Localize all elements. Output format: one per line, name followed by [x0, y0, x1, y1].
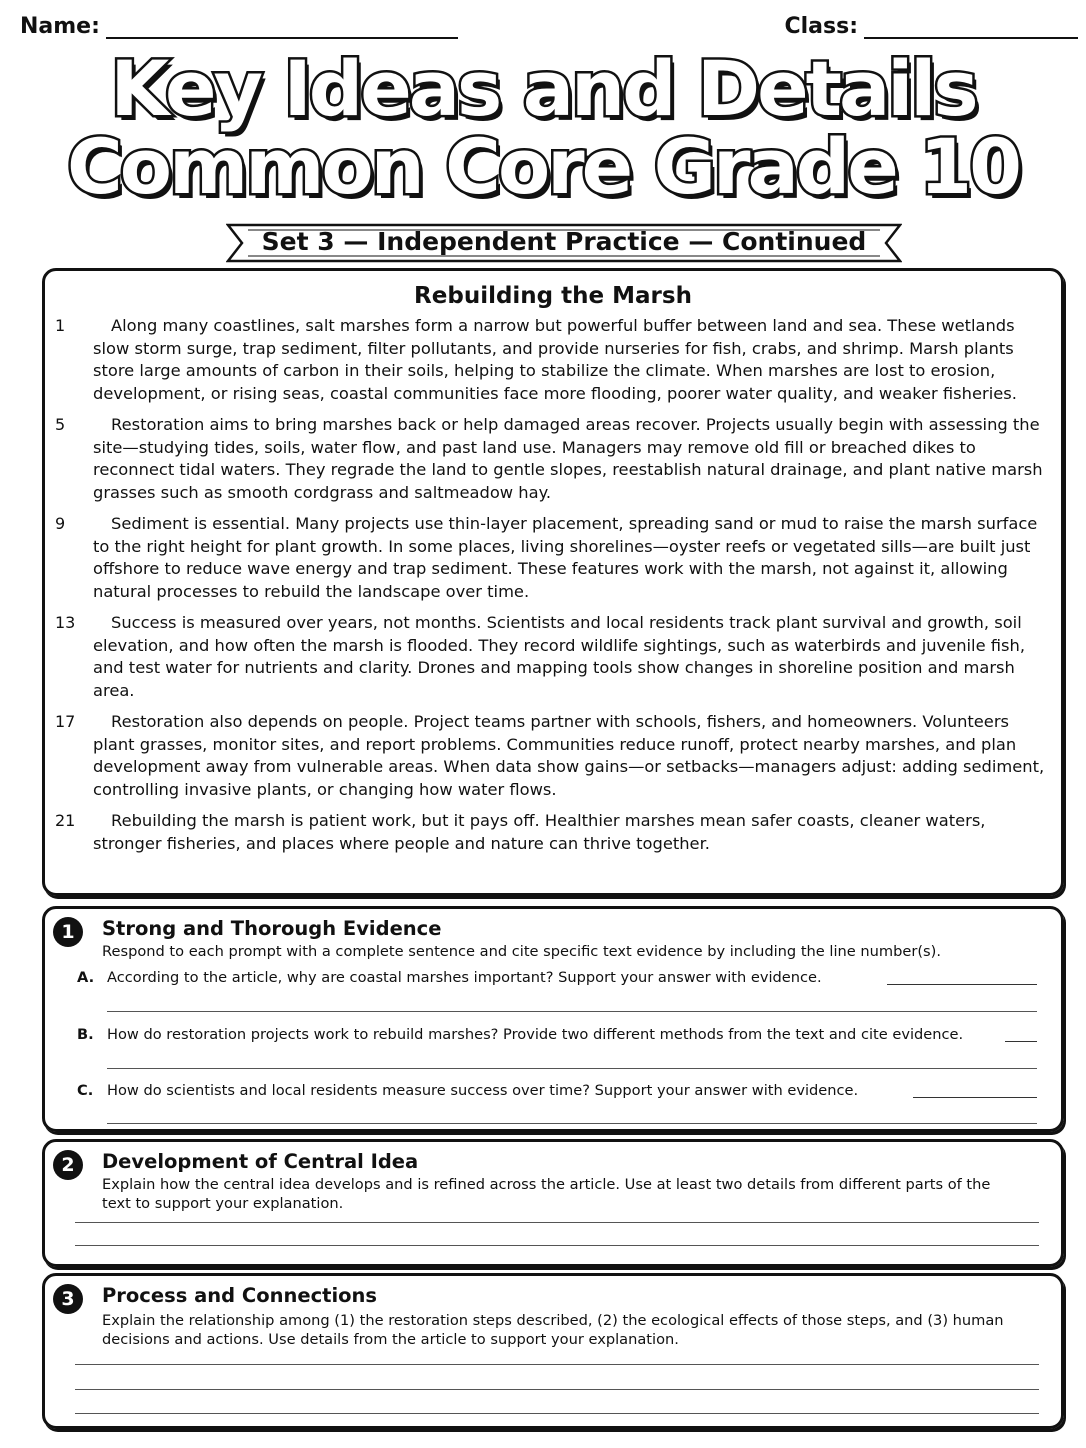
prompt-text: How do scientists and local residents measure success over time? Support your answer with evidence.: [107, 1082, 859, 1099]
paragraph: [45, 315, 1061, 405]
answer-line[interactable]: [75, 1413, 1039, 1414]
paragraph-list: [45, 315, 1061, 855]
answer-line[interactable]: [913, 1097, 1037, 1098]
name-field[interactable]: [20, 14, 458, 39]
name-label: Name:: [20, 14, 100, 39]
passage-box: [42, 268, 1064, 896]
name-blank-line[interactable]: [106, 15, 458, 39]
paragraph-text: Sediment is essential. Many projects use thin-layer placement, spreading sand or mud to raise the marsh surface to the right height for plant growth. In some places, living shorelines—oyster reefs or vegetated sills—are built just offshore to reduce wave energy and trap sediment. These features work with the marsh, not against it, allowing natural processes to rebuild the landscape over time.: [93, 514, 1038, 601]
answer-line[interactable]: [75, 1364, 1039, 1365]
question-2-box: [42, 1139, 1064, 1267]
class-field[interactable]: [784, 14, 1078, 39]
paragraph: [45, 711, 1061, 801]
question-instructions: Respond to each prompt with a complete sentence and cite specific text evidence by including the line number(s).: [102, 943, 941, 960]
paragraph-text: Along many coastlines, salt marshes form a narrow but powerful buffer between land and sea. These wetlands slow storm surge, trap sediment, filter pollutants, and provide nurseries for fish, crabs, and shrimp. Marsh plants store large amounts of carbon in their soils, helping to stabilize the climate. When marshes are lost to erosion, development, or rising seas, coastal communities face more flooding, poorer water quality, and weaker fisheries.: [93, 316, 1017, 403]
header-row: [20, 14, 1078, 44]
prompt-label: A.: [77, 969, 95, 986]
answer-line[interactable]: [887, 984, 1037, 985]
line-number: 1: [55, 316, 66, 335]
ribbon-text: Set 3 — Independent Practice — Continued: [261, 227, 867, 256]
paragraph: [45, 612, 1061, 702]
line-number: 13: [55, 613, 76, 632]
paragraph: [45, 513, 1061, 603]
paragraph-text: Rebuilding the marsh is patient work, but it pays off. Healthier marshes mean safer coasts, cleaner waters, stronger fisheries, and places where people and nature can thrive together.: [93, 811, 986, 853]
question-number-badge: 1: [53, 917, 83, 947]
line-number: 17: [55, 712, 76, 731]
line-number: 21: [55, 811, 76, 830]
answer-line[interactable]: [107, 1068, 1037, 1069]
class-blank-line[interactable]: [864, 15, 1078, 39]
prompt-label: B.: [77, 1026, 94, 1043]
passage-title: Rebuilding the Marsh: [414, 283, 692, 309]
question-instructions: Explain how the central idea develops and is refined across the article. Use at least two details from different parts of the text to support your explanation.: [102, 1176, 991, 1212]
prompt-label: C.: [77, 1082, 94, 1099]
paragraph-text: Restoration aims to bring marshes back or help damaged areas recover. Projects usually begin with assessing the site—studying tides, soils, water flow, and past land use. Managers may remove old fill or breached dikes to reconnect tidal waters. They regrade the land to gentle slopes, reestablish natural drainage, and plant native marsh grasses such as smooth cordgrass and saltmeadow hay.: [93, 415, 1043, 502]
title-line-1: Key Ideas and Details: [110, 44, 976, 133]
set-ribbon: [226, 222, 902, 264]
question-title: Strong and Thorough Evidence: [102, 917, 442, 940]
paragraph: [45, 414, 1061, 504]
answer-line[interactable]: [75, 1222, 1039, 1223]
question-3-box: [42, 1273, 1064, 1429]
class-label: Class:: [784, 14, 858, 39]
worksheet-title: [0, 44, 1086, 211]
paragraph: [45, 810, 1061, 855]
answer-line[interactable]: [107, 1011, 1037, 1012]
question-title: Development of Central Idea: [102, 1150, 419, 1173]
answer-line[interactable]: [75, 1389, 1039, 1390]
question-number-badge: 2: [53, 1150, 83, 1180]
answer-line[interactable]: [107, 1123, 1037, 1124]
answer-line[interactable]: [1005, 1041, 1037, 1042]
question-number-badge: 3: [53, 1284, 83, 1314]
title-line-2: Common Core Grade 10: [67, 122, 1019, 211]
answer-line[interactable]: [75, 1245, 1039, 1246]
line-number: 5: [55, 415, 66, 434]
question-title: Process and Connections: [102, 1284, 378, 1307]
question-1-box: [42, 906, 1064, 1132]
paragraph-text: Restoration also depends on people. Project teams partner with schools, fishers, and homeowners. Volunteers plant grasses, monitor sites, and report problems. Communities reduce runoff, protect nearby marshes, and plan development away from vulnerable areas. When data show gains—or setbacks—managers adjust: adding sediment, controlling invasive plants, or changing how water flows.: [93, 712, 1045, 799]
paragraph-text: Success is measured over years, not months. Scientists and local residents track plant survival and growth, soil elevation, and how often the marsh is flooded. They record wildlife sightings, such as waterbirds and juvenile fish, and test water for nutrients and clarity. Drones and mapping tools show changes in shoreline position and marsh area.: [93, 613, 1025, 700]
prompt-text: According to the article, why are coastal marshes important? Support your answer with evidence.: [107, 969, 822, 986]
line-number: 9: [55, 514, 66, 533]
question-instructions: Explain the relationship among (1) the restoration steps described, (2) the ecological effects of those steps, and (3) human decisions and actions. Use details from the article to support your explanation.: [102, 1312, 1004, 1348]
prompt-text: How do restoration projects work to rebuild marshes? Provide two different methods from the text and cite evidence.: [107, 1026, 964, 1043]
